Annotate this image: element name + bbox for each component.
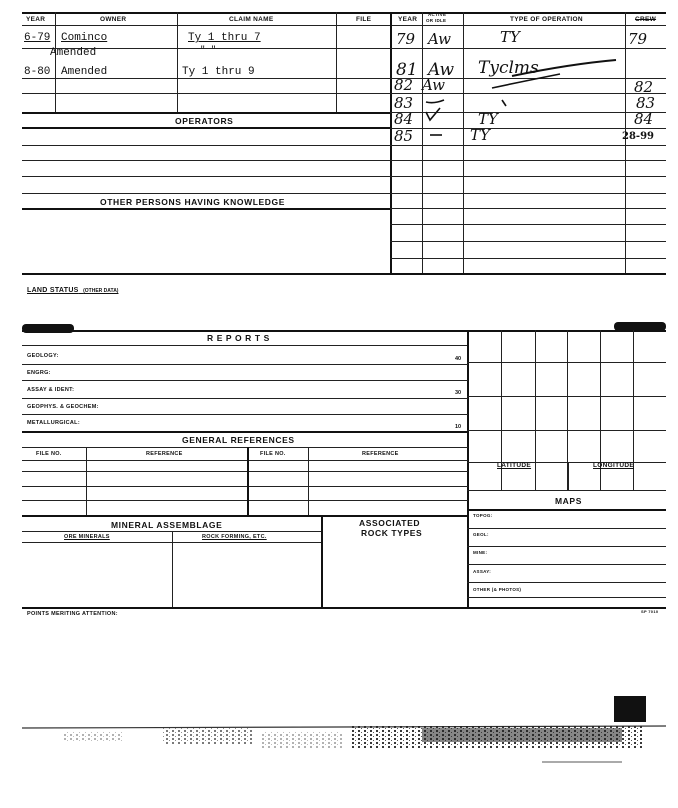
activity-type: TY — [478, 110, 498, 128]
header-year: YEAR — [26, 16, 46, 23]
land-status-sub: (OTHER DATA) — [83, 288, 119, 294]
claim-owner: Cominco — [61, 32, 108, 44]
report-label: METALLURGICAL: — [27, 420, 80, 426]
header-idle: OR IDLE — [426, 18, 447, 23]
header-crew: CREW — [635, 16, 657, 23]
report-label: ASSAY & IDENT: — [27, 387, 75, 393]
form-id: SP 7010 — [641, 609, 659, 614]
ref-col-reference-2: REFERENCE — [362, 451, 399, 457]
report-number: 30 — [455, 390, 462, 396]
other-persons-heading: OTHER PERSONS HAVING KNOWLEDGE — [100, 197, 286, 207]
maps-field: OTHER (& PHOTOS) — [473, 587, 522, 592]
activity-crew: 79 — [628, 30, 648, 48]
land-status — [27, 279, 118, 297]
report-label: GEOLOGY: — [27, 353, 59, 359]
activity-year: 81 — [396, 60, 418, 80]
mineral-assemblage-heading: MINERAL ASSEMBLAGE — [111, 520, 223, 530]
activity-status: Aw — [428, 60, 455, 80]
report-label: ENGRG: — [27, 370, 51, 376]
ref-col-file-no-2: FILE NO. — [260, 451, 286, 457]
report-label: GEOPHYS. & GEOCHEM: — [27, 404, 99, 410]
maps-field: GEOL: — [473, 532, 489, 537]
report-number: 10 — [455, 424, 462, 430]
maps-heading: MAPS — [555, 496, 582, 506]
activity-status: Aw — [422, 76, 445, 94]
header-active: ACTIVE — [428, 12, 447, 17]
latitude-label: LATITUDE — [497, 462, 532, 469]
claim-name: " " — [200, 45, 217, 55]
activity-type: Tyclms — [478, 58, 539, 78]
operators-heading: OPERATORS — [175, 116, 234, 126]
maps-field: MINE: — [473, 550, 488, 555]
land-status-label: LAND STATUS — [27, 287, 79, 294]
header-claim-name: CLAIM NAME — [229, 16, 274, 23]
header-year-2: YEAR — [398, 16, 418, 23]
activity-type: TY — [500, 28, 520, 46]
associated-heading: ASSOCIATED — [359, 518, 421, 528]
claim-name: Ty 1 thru 9 — [182, 66, 255, 78]
activity-year: 79 — [396, 30, 416, 48]
general-references-heading: GENERAL REFERENCES — [182, 435, 295, 445]
activity-year: 85 — [394, 127, 414, 145]
claim-owner: Amended — [50, 47, 97, 59]
header-file: FILE — [356, 16, 372, 23]
claim-year: 6-79 — [24, 32, 51, 44]
points-meriting-label: POINTS MERITING ATTENTION: — [27, 611, 118, 617]
activity-year: 83 — [394, 94, 414, 112]
ore-minerals-label: ORE MINERALS — [64, 534, 110, 540]
reports-heading: R E P O R T S — [207, 333, 270, 343]
ref-col-reference: REFERENCE — [146, 451, 183, 457]
ref-col-file-no: FILE NO. — [36, 451, 62, 457]
activity-year: 84 — [394, 110, 414, 128]
activity-type: TY — [470, 126, 490, 144]
claim-year: 8-80 — [24, 66, 51, 78]
rock-forming-label: ROCK FORMING, ETC. — [202, 534, 267, 540]
claim-name: Ty 1 thru 7 — [188, 32, 261, 44]
activity-crew: 83 — [636, 94, 656, 112]
activity-year: 82 — [394, 76, 414, 94]
report-number: 40 — [455, 356, 462, 362]
maps-field: TOPOG: — [473, 513, 493, 518]
activity-crew: 82 — [634, 78, 654, 96]
activity-crew: 28-99 — [622, 131, 654, 142]
header-type-of-operation: TYPE OF OPERATION — [510, 16, 583, 23]
activity-status: Aw — [428, 30, 451, 48]
handwritten-strokes — [420, 50, 660, 145]
rock-types-heading: ROCK TYPES — [361, 528, 423, 538]
longitude-label: LONGITUDE — [593, 462, 634, 469]
maps-field: ASSAY: — [473, 569, 492, 574]
header-owner: OWNER — [100, 16, 127, 23]
claim-owner: Amended — [61, 66, 108, 78]
activity-crew: 84 — [634, 110, 654, 128]
